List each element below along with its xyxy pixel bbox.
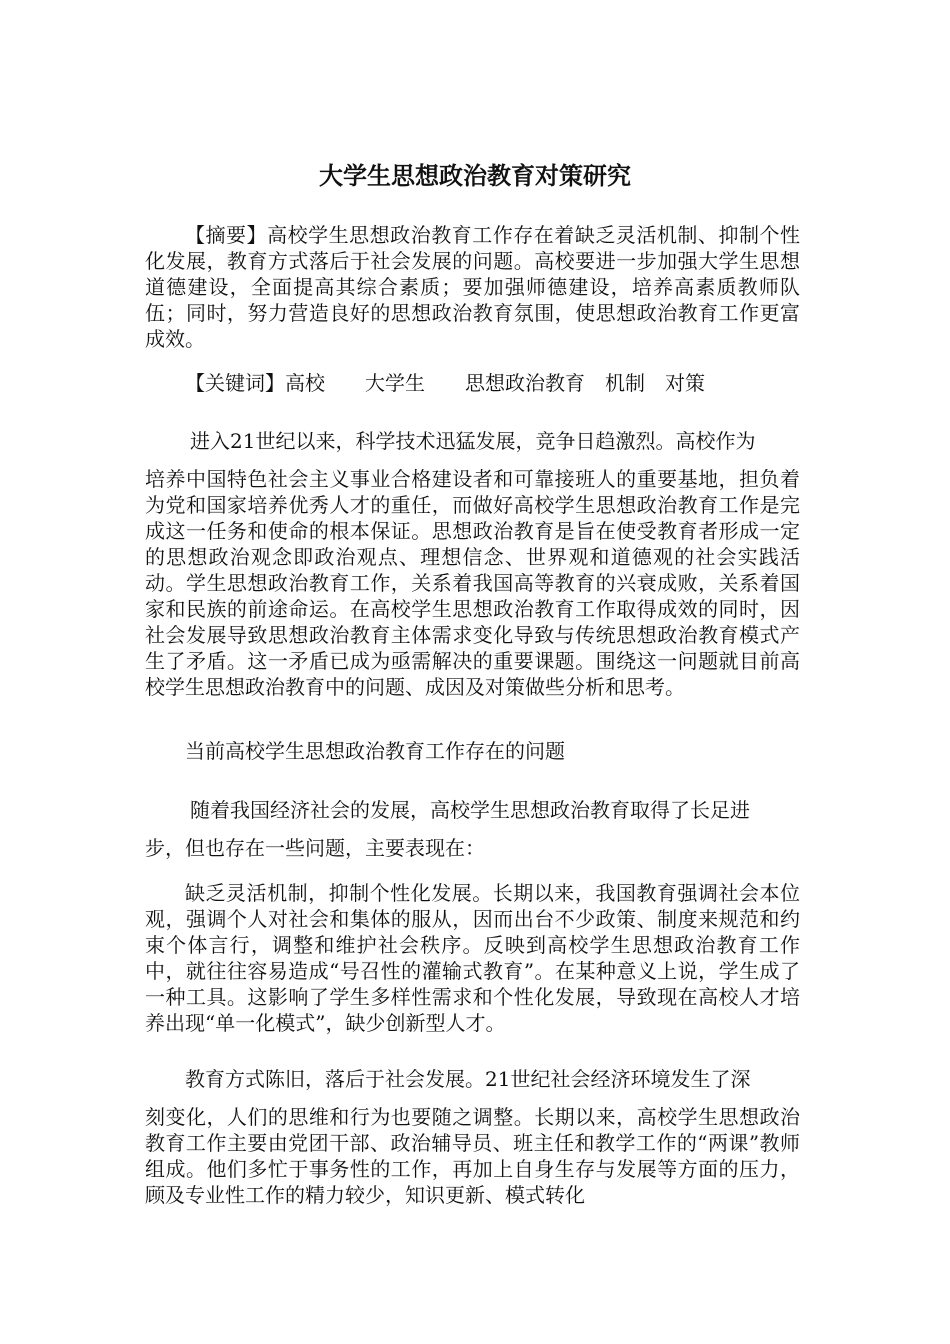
keywords-line: 【关键词】高校 大学生 思想政治教育 机制 对策 [185, 371, 705, 395]
method-paragraph: 刻变化，人们的思维和行为也要随之调整。长期以来，高校学生思想政治教育工作主要由党团干部、政治辅导员、班主任和教学工作的“两课”教师组成。他们多忙于事务性的工作，再加上自身生存与发展等方面的压力，顾及专业性工作的精力较少，知识更新、模式转化 [145, 1105, 800, 1207]
progress-first-line: 随着我国经济社会的发展，高校学生思想政治教育取得了长足进 [190, 798, 750, 822]
section-heading: 当前高校学生思想政治教育工作存在的问题 [185, 739, 565, 763]
mechanism-paragraph: 缺乏灵活机制，抑制个性化发展。长期以来，我国教育强调社会本位观，强调个人对社会和集体的服从，因而出台不少政策、制度来规范和约束个体言行，调整和维护社会秩序。反映到高校学生思想政治教育工作中，就往往容易造成“号召性的灌输式教育”。在某种意义上说，学生成了一种工具。这影响了学生多样性需求和个性化发展，导致现在高校人才培养出现“单一化模式”，缺少创新型人才。 [145, 881, 800, 1035]
intro-paragraph: 培养中国特色社会主义事业合格建设者和可靠接班人的重要基地，担负着为党和国家培养优秀人才的重任，而做好高校学生思想政治教育工作是完成这一任务和使命的根本保证。思想政治教育是旨在使受教育者形成一定的思想政治观念即政治观点、理想信念、世界观和道德观的社会实践活动。学生思想政治教育工作，关系着我国高等教育的兴衰成败，关系着国家和民族的前途命运。在高校学生思想政治教育工作取得成效的同时，因社会发展导致思想政治教育主体需求变化导致与传统思想政治教育模式产生了矛盾。这一矛盾已成为亟需解决的重要课题。围绕这一问题就目前高校学生思想政治教育中的问题、成因及对策做些分析和思考。 [145, 467, 800, 699]
progress-second-line: 步，但也存在一些问题，主要表现在： [145, 836, 485, 860]
abstract-paragraph: 【摘要】高校学生思想政治教育工作存在着缺乏灵活机制、抑制个性化发展，教育方式落后于社会发展的问题。高校要进一步加强大学生思想道德建设，全面提高其综合素质；要加强师德建设，培养高素质教师队伍；同时，努力营造良好的思想政治教育氛围，使思想政治教育工作更富成效。 [145, 223, 800, 351]
document-title: 大学生思想政治教育对策研究 [319, 162, 631, 190]
intro-first-line: 进入21世纪以来，科学技术迅猛发展，竞争日趋激烈。高校作为 [190, 429, 756, 453]
method-first-line: 教育方式陈旧，落后于社会发展。21世纪社会经济环境发生了深 [185, 1067, 751, 1091]
